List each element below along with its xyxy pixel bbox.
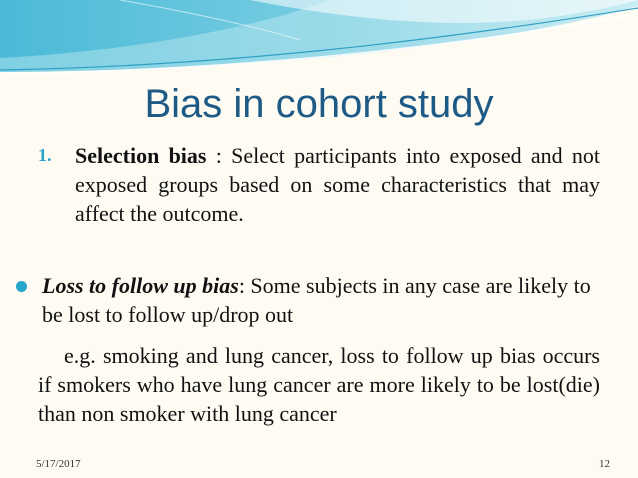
bullet-icon [16,281,27,292]
slide-title: Bias in cohort study [144,82,494,126]
definition-selection-bias: : Select participants into exposed and not exposed groups based on some characteristics that may affect the outcome. [75,143,600,226]
list-item-loss-to-follow-up [16,271,600,329]
footer-date: 5/17/2017 [36,458,81,470]
example-text: e.g. smoking and lung cancer, loss to follow up bias occurs if smokers who have lung cancer are more likely to be lost(die) than non smoker with lung cancer [38,343,600,426]
term-selection-bias: Selection bias [75,143,207,168]
header-swoosh-decoration [0,0,638,80]
list-item-text [75,141,600,228]
footer-page-number: 12 [599,458,610,470]
list-item-text [42,271,600,329]
list-item-selection-bias [38,141,600,228]
term-loss-to-follow-up-bias: Loss to follow up bias [42,273,239,298]
list-number: 1. [38,145,52,165]
example-paragraph [38,341,600,428]
definition-loss-to-follow-up-bias: : Some subjects in any case are likely to be lost to follow up/drop out [42,273,591,327]
